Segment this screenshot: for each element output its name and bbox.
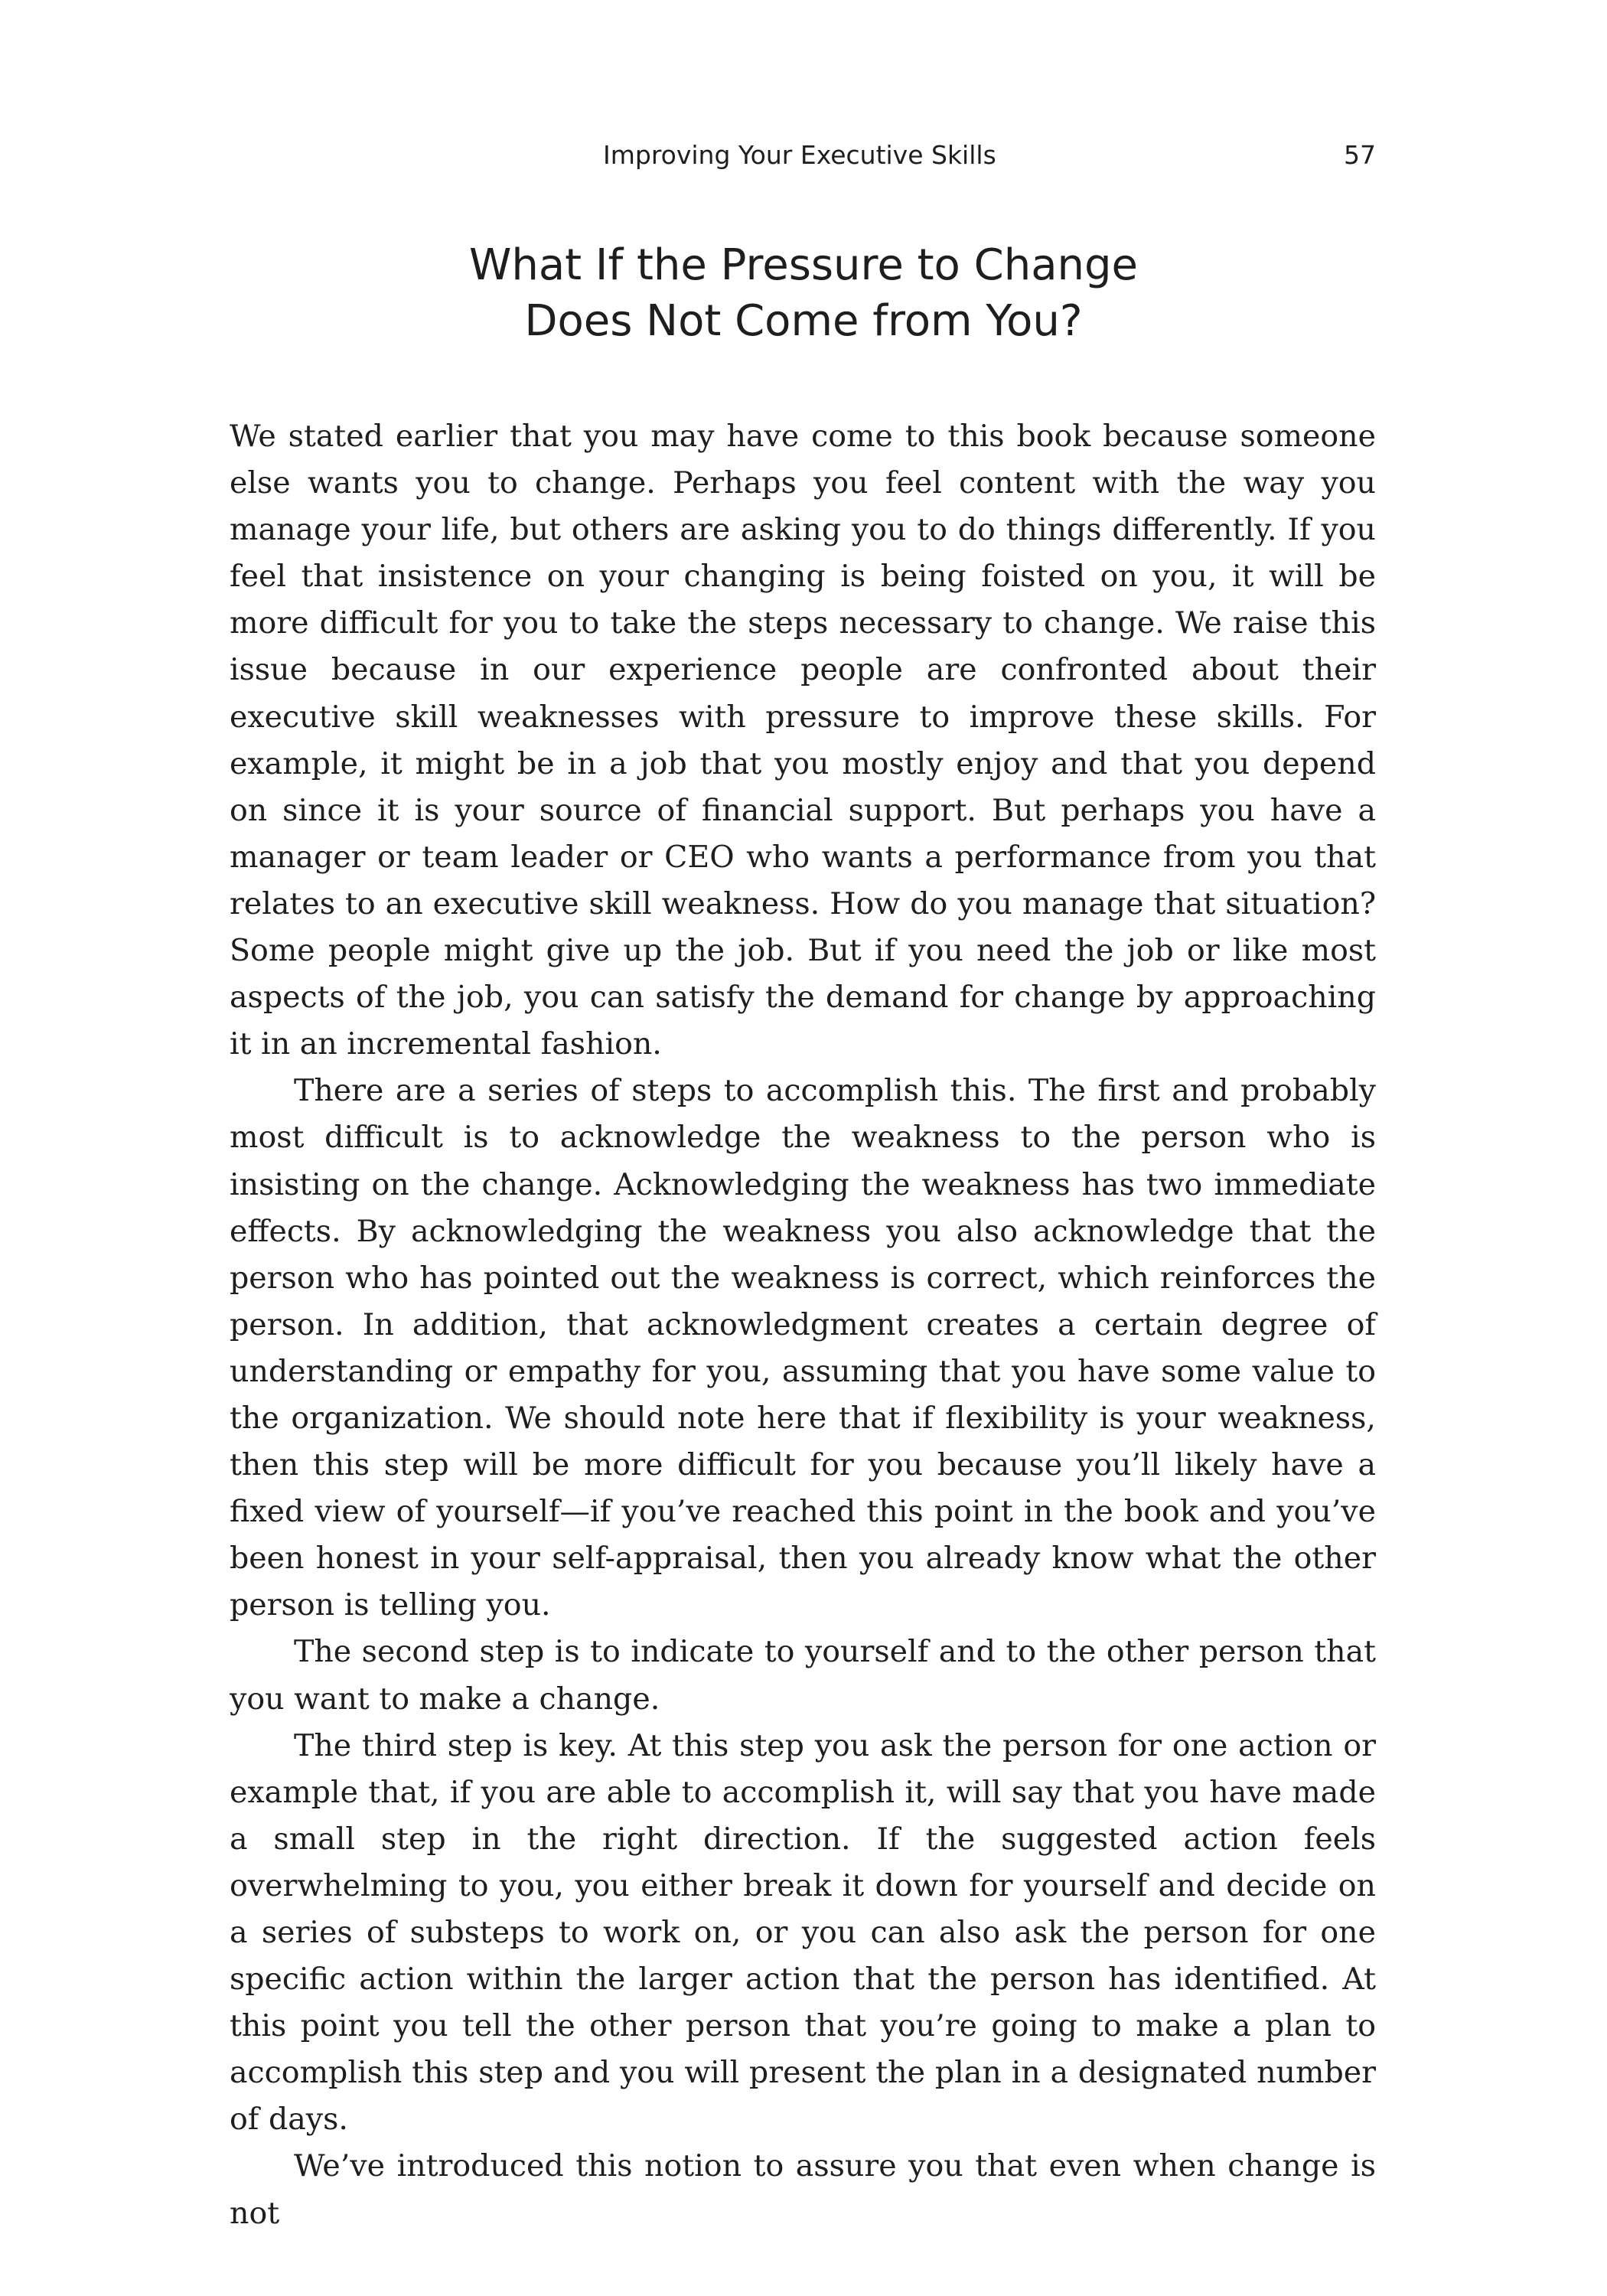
paragraph-1: We stated earlier that you may have come to this book because someone else wants you to change. Perhaps you feel content with the way you manage your life, but others are asking you to do things differently. If you feel that insistence on your changing is being foisted on you, it will be more difficult for you to take the steps necessary to change. We raise this issue because in our experience people are confronted about their executive skill weaknesses with pressure to improve these skills. For example, it might be in a job that you mostly enjoy and that you depend on since it is your source of financial support. But perhaps you have a manager or team leader or CEO who wants a performance from you that relates to an executive skill weakness. How do you manage that situation? Some people might give up the job. But if you need the job or like most aspects of the job, you can satisfy the demand for change by approaching it in an incremental fashion. bbox=[230, 419, 1376, 1062]
section-title-line-2: Does Not Come from You? bbox=[524, 296, 1083, 346]
paragraph-3: The second step is to indicate to yourself and to the other person that you want to make a change. bbox=[230, 1634, 1376, 1717]
section-title bbox=[0, 237, 1607, 349]
paragraph-4: The third step is key. At this step you ask the person for one action or example that, if you are able to accomplish it, will say that you have made a small step in the right direction. If the suggested action feels overwhelming to you, you either break it down for yourself and decide on a series of substeps to work on, or you can also ask the person for one specific action within the larger action that the person has identified. At this point you tell the other person that you’re going to make a plan to accomplish this step and you will present the plan in a designated number of days. bbox=[230, 1727, 1376, 2138]
page-number: 57 bbox=[1344, 140, 1376, 170]
running-head-title: Improving Your Executive Skills bbox=[603, 140, 996, 170]
body-text bbox=[230, 413, 1376, 2237]
paragraph-2: There are a series of steps to accomplish this. The first and probably most difficult is to acknowledge the weakness to the person who is insisting on the change. Acknowledging the weakness has two immediate effects. By acknowledging the weakness you also acknowledge that the person who has pointed out the weakness is correct, which reinforces the person. In addition, that acknowledgment creates a certain degree of understanding or empathy for you, assuming that you have some value to the organization. We should note here that if flexibility is your weakness, then this step will be more difficult for you because you’ll likely have a fixed view of yourself—if you’ve reached this point in the book and you’ve been honest in your self-appraisal, then you already know what the other person is telling you. bbox=[230, 1073, 1376, 1623]
paragraph-5: We’ve introduced this notion to assure you that even when change is not bbox=[230, 2148, 1376, 2231]
running-head bbox=[0, 136, 1607, 174]
section-title-line-1: What If the Pressure to Change bbox=[468, 240, 1138, 290]
